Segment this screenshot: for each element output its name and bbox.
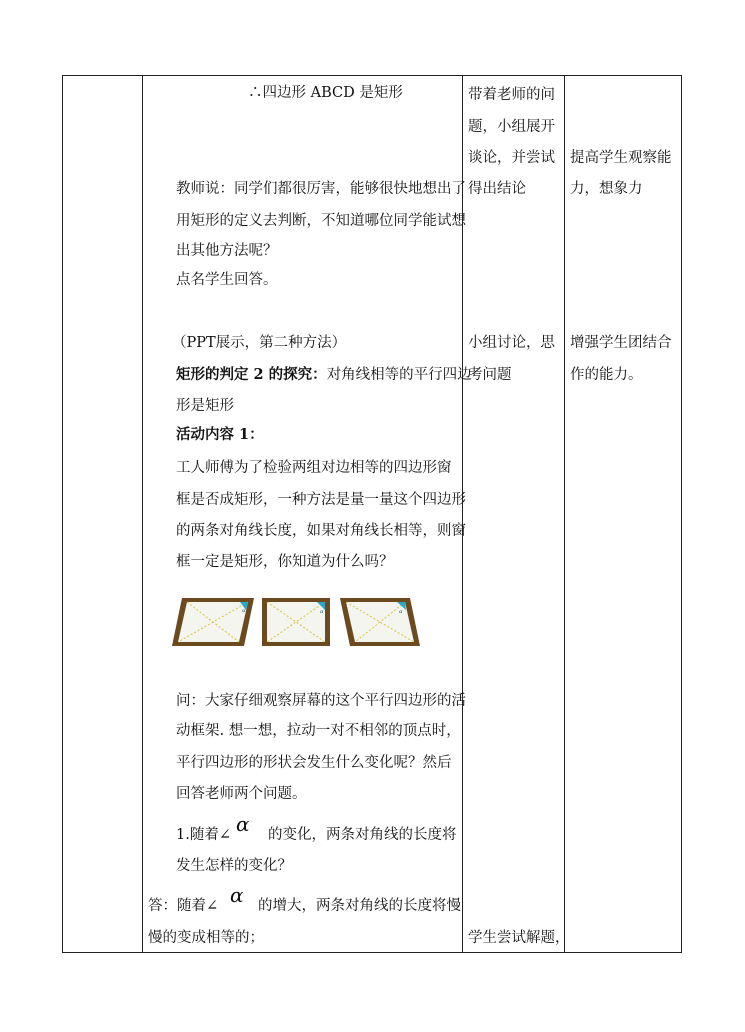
table-top-border (62, 75, 682, 76)
question-line-3: 平行四边形的形状会发生什么变化呢？然后 (176, 755, 452, 771)
determination-bold: 矩形的判定 2 的探究： (176, 366, 327, 383)
column-divider-3 (564, 75, 565, 953)
activity-title: 活动内容 1： (176, 426, 264, 443)
teacher-says-line-1: 教师说：同学们都很厉害，能够很快地想出了 (176, 181, 466, 197)
student-block1-line-2: 题，小组展开 (468, 119, 555, 135)
determination-rest: 对角线相等的平行四边 (326, 367, 472, 383)
activity-line-3: 的两条对角线长度，如果对角线长相等，则窗 (176, 523, 466, 539)
table-left-border (62, 75, 63, 953)
frame-alpha-label-2: α (320, 609, 324, 615)
intent-block1-line-2: 力，想象力 (570, 181, 643, 197)
answer-part-1: 答：随着∠ (148, 898, 219, 914)
column-divider-1 (142, 75, 143, 953)
student-block1-line-4: 得出结论 (468, 181, 526, 197)
conclusion-line: ∴四边形 ABCD 是矩形 (248, 85, 403, 101)
q1-part-2: 的变化，两条对角线的长度将 (268, 827, 457, 843)
teacher-says-line-3: 出其他方法呢？ (176, 243, 278, 259)
q1-part-1: 1.随着∠ (176, 827, 231, 843)
student-block1-line-3: 谈论，并尝试 (468, 150, 555, 166)
student-block2-line-1: 小组讨论，思 (468, 335, 555, 351)
question-line-4: 回答老师两个问题。 (176, 786, 307, 802)
activity-line-1: 工人师傅为了检验两组对边相等的四边形窗 (176, 460, 452, 476)
activity-line-4: 框一定是矩形，你知道为什么吗？ (176, 554, 394, 570)
alpha-symbol-answer: α (230, 883, 244, 907)
table-bottom-border (62, 952, 682, 953)
frame-rectangle-middle (262, 598, 330, 646)
frame-alpha-label-1: α (242, 608, 246, 614)
frame-parallelogram-right (340, 598, 420, 646)
teacher-says-line-2: 用矩形的定义去判断，不知道哪位同学能试想 (176, 213, 466, 229)
determination-line-2: 形是矩形 (176, 398, 234, 414)
frame-parallelogram-left (172, 598, 254, 646)
ppt-show-line: （PPT展示，第二种方法） (172, 335, 347, 351)
q1-line-2: 发生怎样的变化？ (176, 858, 292, 874)
alpha-symbol-q1: α (236, 812, 250, 836)
student-block2-line-2: 考问题 (468, 367, 512, 383)
student-block1-line-1: 带着老师的问 (468, 87, 555, 103)
question-line-1: 问：大家仔细观察屏幕的这个平行四边形的活 (176, 693, 466, 709)
activity-line-2: 框是否成矩形，一种方法是量一量这个四边形 (176, 492, 466, 508)
intent-block2-line-1: 增强学生团结合 (570, 335, 672, 351)
window-frames-illustration (172, 596, 440, 648)
student-block3-line-1: 学生尝试解题， (468, 930, 570, 946)
answer-part-2: 的增大，两条对角线的长度将慢 (258, 898, 461, 914)
intent-block2-line-2: 作的能力。 (570, 367, 643, 383)
frame-alpha-label-3: α (399, 609, 403, 615)
determination-line-1 (176, 362, 472, 388)
answer-line-2: 慢的变成相等的； (148, 930, 264, 946)
question-line-2: 动框架. 想一想，拉动一对不相邻的顶点时， (176, 723, 461, 739)
call-student-line: 点名学生回答。 (176, 272, 278, 288)
column-divider-2 (462, 75, 463, 953)
intent-block1-line-1: 提高学生观察能 (570, 150, 672, 166)
table-right-border (681, 75, 682, 953)
